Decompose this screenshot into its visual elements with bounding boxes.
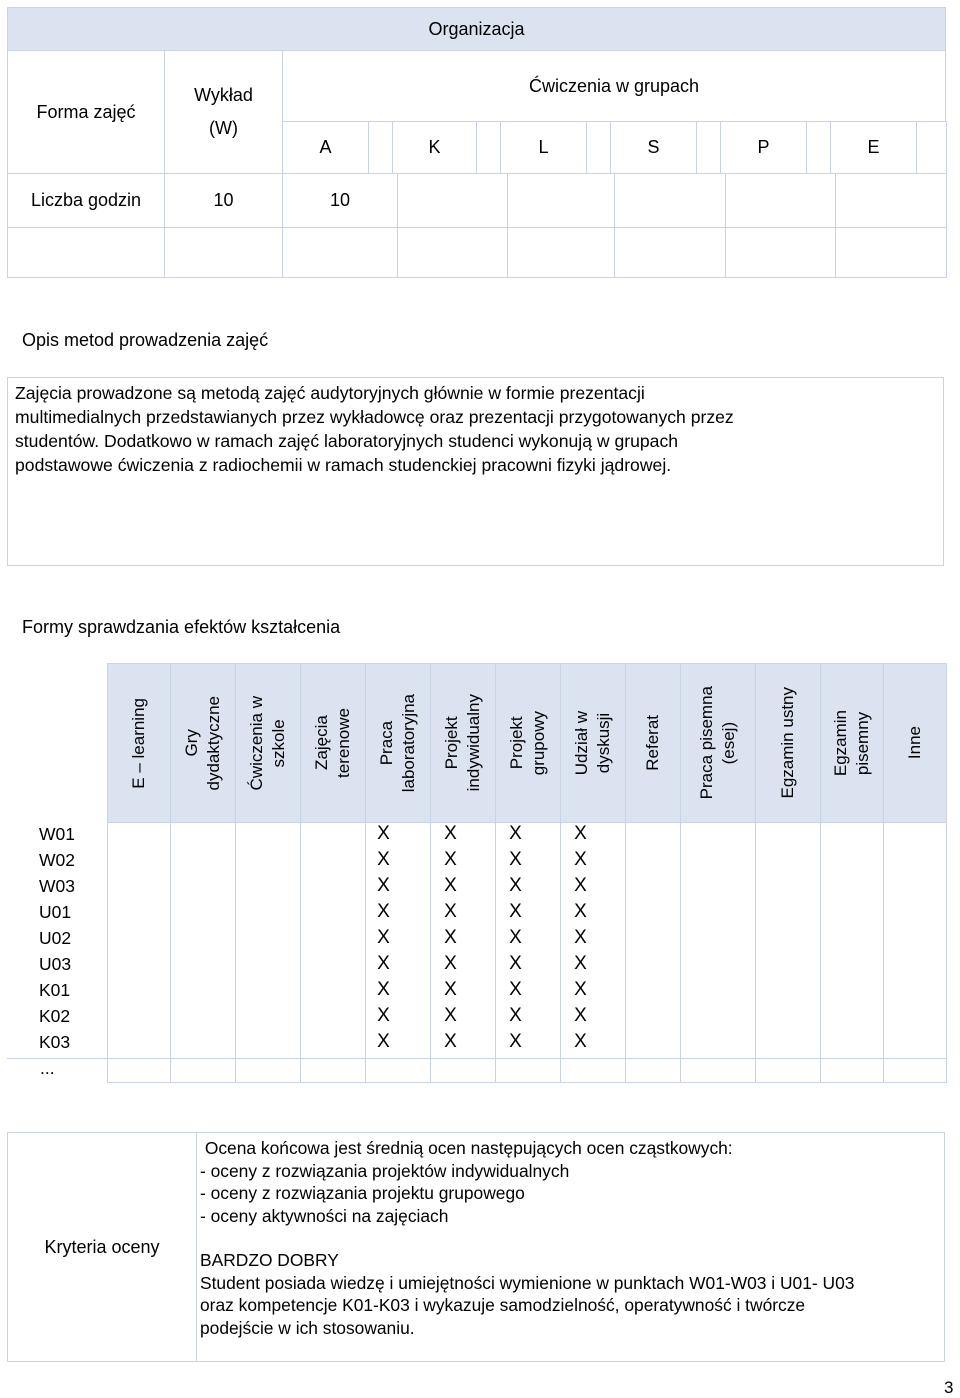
formy-column-label-line: Referat [643,715,662,771]
formy-row-label: K01 [39,980,71,1000]
group-label: S [610,121,697,174]
organizacja-title: Organizacja [7,7,946,51]
formy-mark-x: X [377,927,390,948]
formy-mark-x: X [574,979,587,1000]
grade-line: podejście w ich stosowaniu. [200,1317,415,1338]
formy-column-label-line: laboratoryjna [399,693,418,793]
formy-column-label-line: Zajęcia [312,715,331,771]
formy-mark-x: X [574,1005,587,1026]
hours-cell [397,173,508,228]
formy-column-header [495,663,561,823]
cwiczenia-label: Ćwiczenia w grupach [282,50,946,122]
formy-column-label-line: Inne [905,726,924,760]
formy-row-label: ... [40,1058,55,1078]
formy-mark-x: X [509,979,522,1000]
formy-mark-x: X [444,823,457,844]
group-label: A [282,121,369,174]
formy-column-body [107,822,171,1083]
formy-mark-x: X [574,823,587,844]
formy-mark-x: X [377,953,390,974]
grade-text [200,1272,944,1340]
formy-row-divider [7,1058,946,1059]
opis-box [7,377,944,566]
group-label: E [830,121,917,174]
formy-mark-x: X [574,875,587,896]
grade-line: Student posiada wiedzę i umiejętności wymienione w punktach W01-W03 i U01- U03 [200,1272,855,1293]
formy-row-label: K03 [39,1032,71,1052]
group-spacer-cell [806,121,831,174]
formy-row-label: U02 [39,928,72,948]
opis-line: multimedialnych przedstawianych przez wykładowcę oraz prezentacji przygotowanych przez [15,407,734,427]
formy-column-label [506,711,550,775]
formy-mark-x: X [377,1005,390,1026]
formy-column-body [680,822,756,1083]
opis-heading: Opis metod prowadzenia zajęć [22,330,269,350]
kryteria-line: Ocena końcowa jest średnią ocen następujących ocen cząstkowych: [200,1138,733,1158]
formy-mark-x: X [509,875,522,896]
formy-mark-x: X [509,1005,522,1026]
formy-mark-x: X [509,823,522,844]
formy-mark-x: X [377,901,390,922]
opis-line: podstawowe ćwiczenia z radiochemii w ramach studenckiej pracowni fizyki jądrowej. [15,455,672,475]
formy-mark-x: X [509,953,522,974]
formy-column-label-line: Praca pisemna [697,686,716,800]
formy-column-label-line: Egzamin ustny [778,687,797,799]
group-spacer-cell [476,121,501,174]
formy-mark-x: X [444,901,457,922]
group-label: L [500,121,587,174]
kryteria-label: Kryteria oceny [7,1132,197,1362]
hours-a: 10 [282,173,398,228]
formy-column-header [235,663,301,823]
formy-mark-x: X [444,875,457,896]
formy-column-label-line: Ćwiczenia w [247,695,266,791]
formy-mark-x: X [574,849,587,870]
formy-row-label: W01 [39,824,75,844]
formy-column-body [625,822,681,1083]
formy-corner [7,663,108,823]
formy-column-header [755,663,821,823]
formy-column-label-line: Projekt [507,716,526,770]
formy-column-label-line: Projekt [442,716,461,770]
formy-mark-x: X [444,953,457,974]
formy-column-label [441,694,485,791]
formy-column-label-line: dyskusji [594,712,613,774]
formy-column-label [246,696,290,790]
formy-column-label [696,686,740,799]
formy-column-label-line: pisemny [853,711,872,775]
formy-row-label: U03 [39,954,72,974]
formy-column-label [904,726,926,759]
kryteria-box [196,1132,945,1362]
kryteria-line: - oceny z rozwiązania projektu grupowego [200,1183,525,1203]
hours-cell [835,173,947,228]
formy-column-body [300,822,366,1083]
formy-mark-x: X [444,927,457,948]
hours-cell [614,173,726,228]
formy-column-label-line: Egzamin [831,709,850,777]
empty-cell [282,227,398,278]
empty-cell [507,227,615,278]
formy-mark-x: X [509,927,522,948]
group-spacer-cell [368,121,393,174]
forma-zajec-label: Forma zajęć [7,50,165,174]
formy-row-label: U01 [39,902,72,922]
formy-column-header [625,663,681,823]
formy-row-label: W02 [39,850,75,870]
group-label: P [720,121,807,174]
formy-heading: Formy sprawdzania efektów kształcenia [22,617,341,637]
formy-mark-x: X [377,1031,390,1052]
formy-column-label [128,698,150,789]
formy-column-label [311,708,355,778]
formy-column-label-line: E – learning [129,697,148,789]
opis-line: studentów. Dodatkowo w ramach zajęć laboratoryjnych studenci wykonują w grupach [15,431,679,451]
grade-line: oraz kompetencje K01-K03 i wykazuje samodzielność, operatywność i twórcze [200,1295,806,1315]
formy-column-label [571,711,615,775]
formy-column-label-line: (esej) [719,721,738,765]
formy-column-header [430,663,496,823]
formy-column-header [883,663,947,823]
formy-column-body [820,822,884,1083]
formy-mark-x: X [444,979,457,1000]
formy-column-header [820,663,884,823]
wyklad-abbr: (W) [209,118,238,138]
liczba-godzin-label: Liczba godzin [7,173,165,228]
formy-column-label-line: dydaktyczne [204,695,223,791]
formy-column-label [830,710,874,776]
formy-mark-x: X [444,1005,457,1026]
opis-line: Zajęcia prowadzone są metodą zajęć audytoryjnych głównie w formie prezentacji [15,383,645,403]
formy-mark-x: X [509,849,522,870]
formy-column-label [642,715,664,771]
formy-mark-x: X [574,1031,587,1052]
empty-cell [835,227,947,278]
formy-mark-x: X [444,849,457,870]
kryteria-line: - oceny aktywności na zajęciach [200,1205,449,1226]
empty-cell [397,227,508,278]
grade-label: BARDZO DOBRY [200,1250,339,1270]
formy-mark-x: X [574,901,587,922]
formy-mark-x: X [377,849,390,870]
formy-mark-x: X [574,927,587,948]
page-number: 3 [944,1378,954,1397]
formy-column-label-line: terenowe [334,708,353,778]
formy-row-label: K02 [39,1006,71,1026]
hours-w: 10 [164,173,283,228]
formy-column-label [376,694,420,792]
empty-cell [164,227,283,278]
formy-column-label [777,687,799,799]
formy-mark-x: X [509,901,522,922]
group-spacer-cell [916,121,947,174]
formy-column-label-line: indywidualny [464,694,483,792]
formy-column-label-line: grupowy [529,710,548,776]
formy-column-header [680,663,756,823]
formy-column-header [365,663,431,823]
formy-mark-x: X [574,953,587,974]
empty-cell [7,227,165,278]
formy-mark-x: X [444,1031,457,1052]
group-label: K [392,121,477,174]
formy-mark-x: X [377,875,390,896]
formy-column-body [755,822,821,1083]
hours-cell [725,173,836,228]
group-spacer-cell [696,121,721,174]
formy-column-label-line: Praca [377,720,396,766]
formy-column-label [181,696,225,791]
formy-column-label-line: szkole [269,718,288,768]
formy-column-label-line: Udział w [572,710,591,776]
formy-column-body [883,822,947,1083]
formy-mark-x: X [377,823,390,844]
wyklad-cell [164,50,283,174]
formy-column-body [170,822,236,1083]
opis-text [15,381,943,477]
formy-mark-x: X [509,1031,522,1052]
formy-mark-x: X [377,979,390,1000]
wyklad-label: Wykład [194,85,253,105]
empty-cell [614,227,726,278]
empty-cell [725,227,836,278]
kryteria-line: - oceny z rozwiązania projektów indywidualnych [200,1160,570,1181]
hours-cell [507,173,615,228]
formy-column-label-line: Gry [182,729,201,757]
formy-column-header [107,663,171,823]
group-spacer-cell [586,121,611,174]
formy-row-label: W03 [39,876,75,896]
formy-column-body [235,822,301,1083]
formy-column-header [300,663,366,823]
kryteria-text [200,1137,944,1227]
formy-column-header [170,663,236,823]
formy-column-header [560,663,626,823]
